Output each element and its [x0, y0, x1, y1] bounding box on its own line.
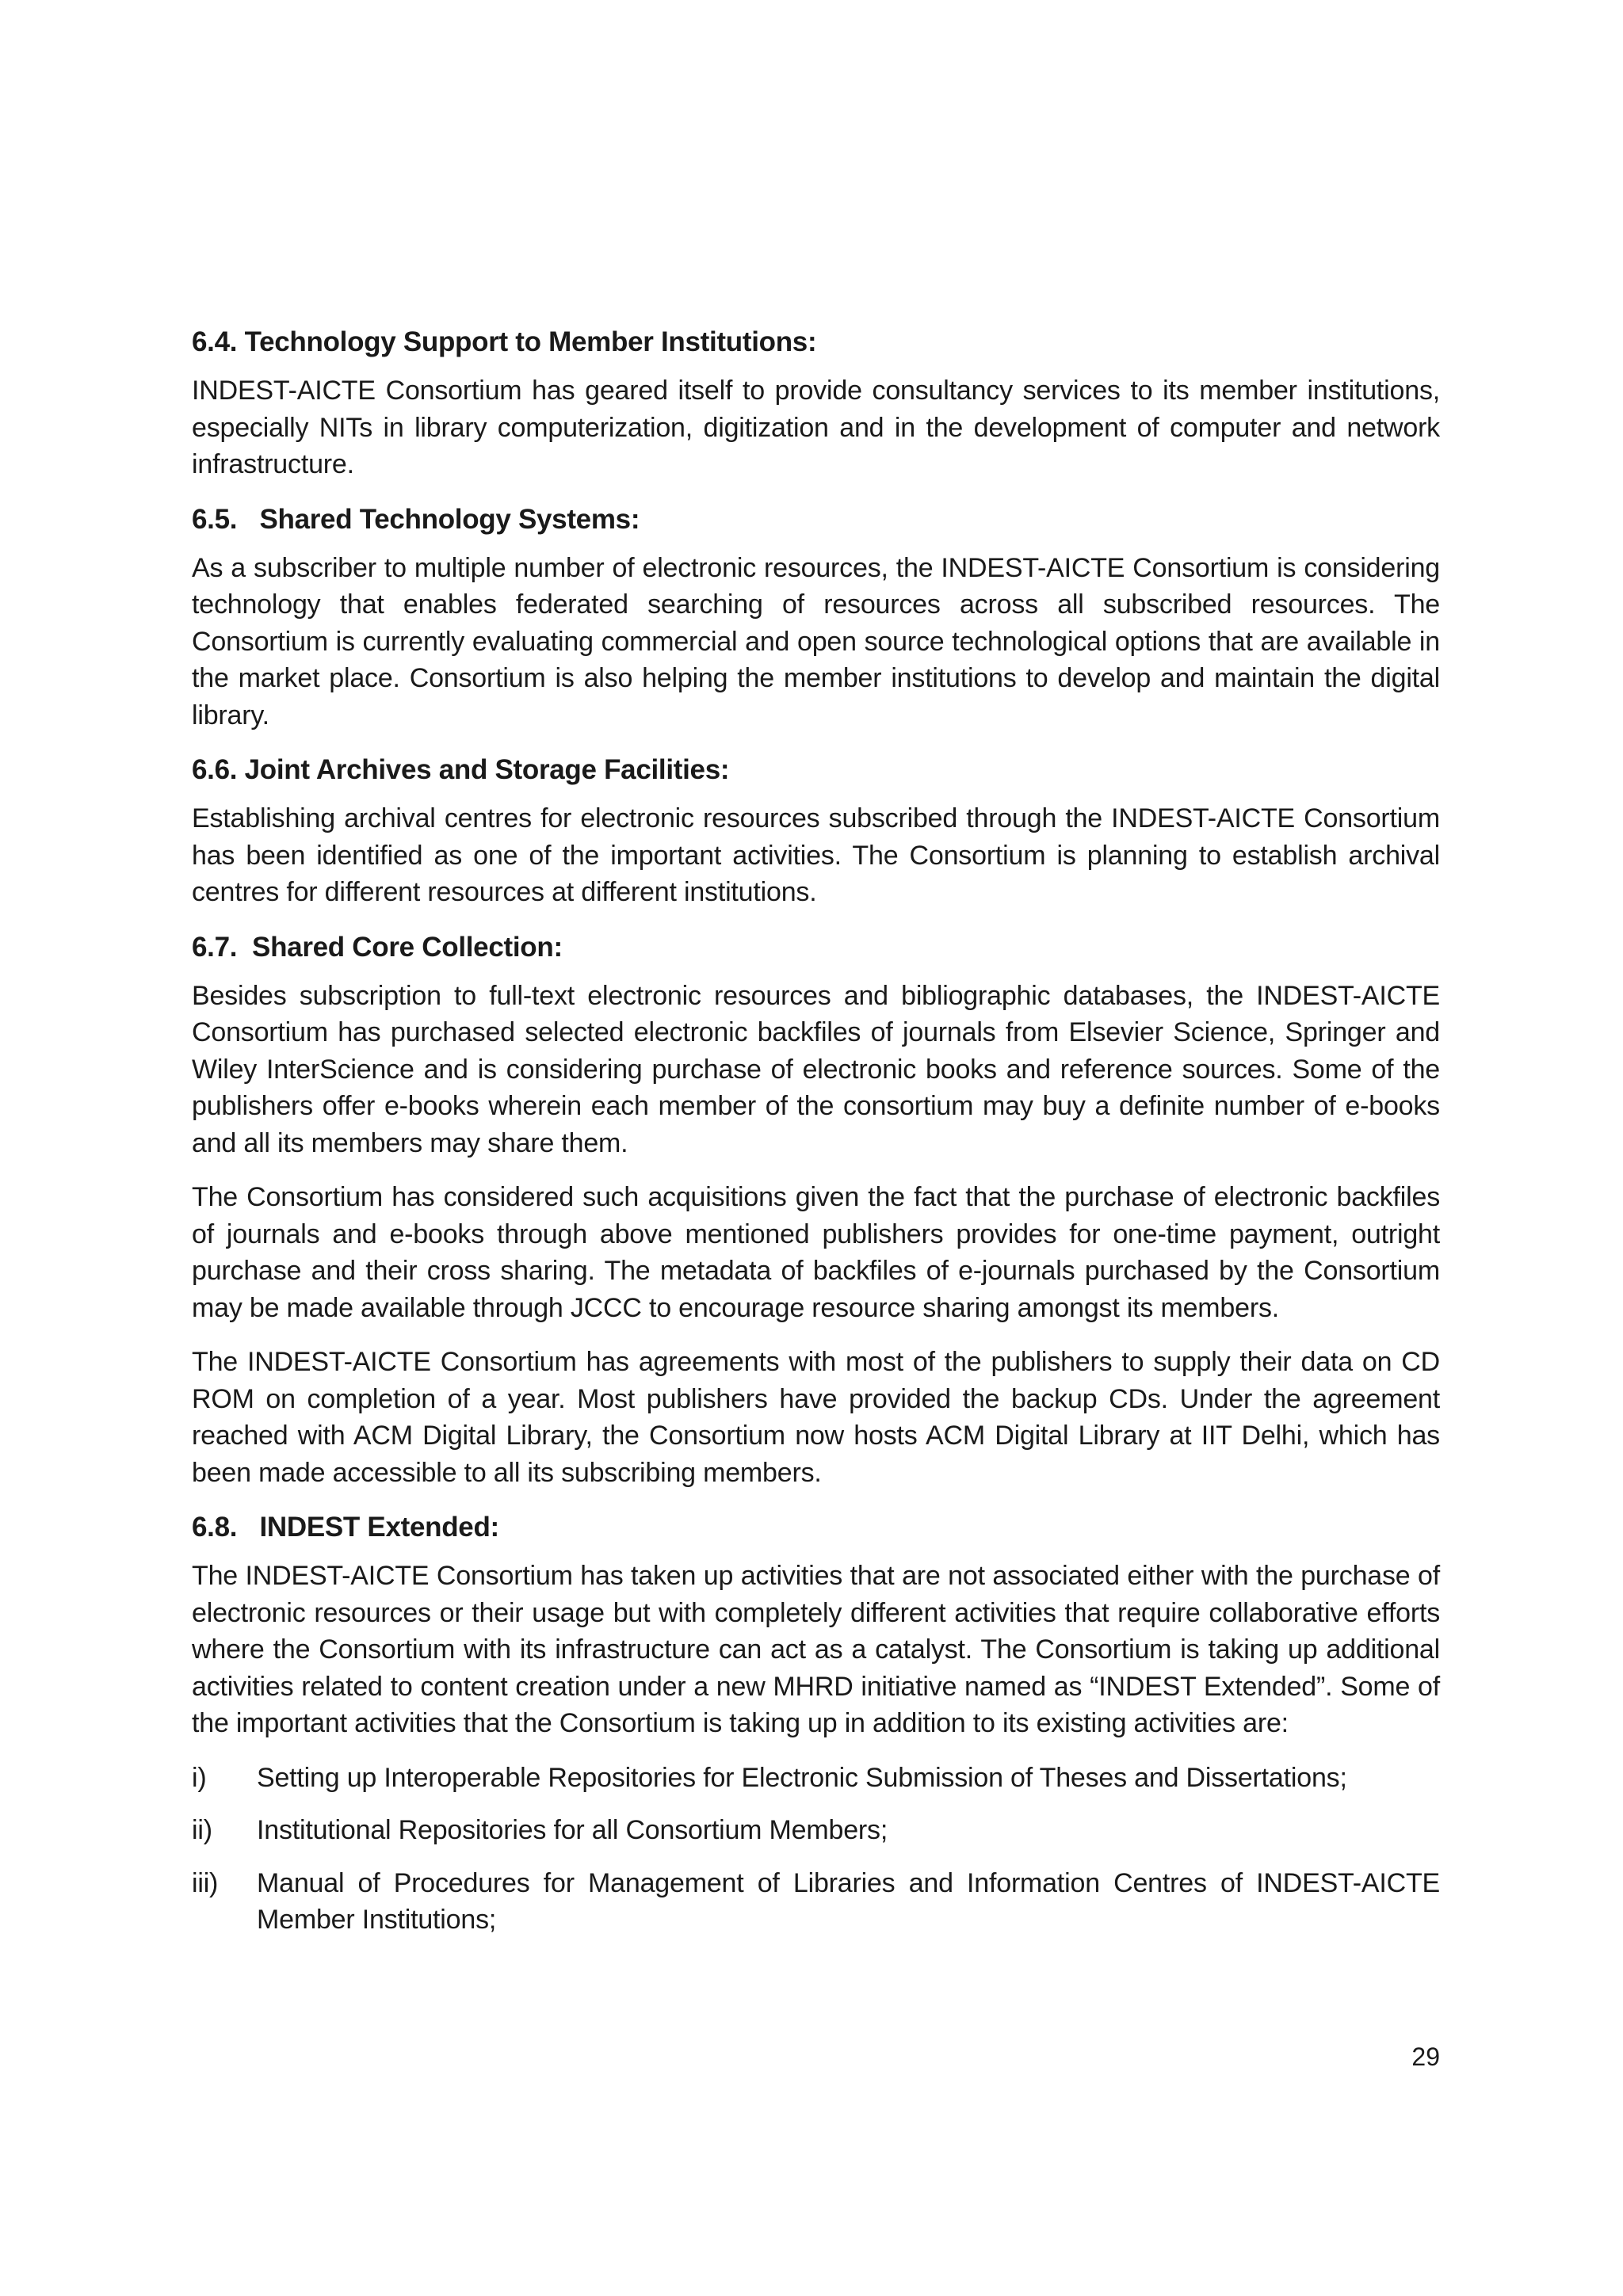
list-item — [192, 1812, 1440, 1849]
paragraph: INDEST-AICTE Consortium has geared itself to provide consultancy services to its member institutions, especially NITs in library computerization, digitization and in the development of computer and network infrastructure. — [192, 376, 1440, 479]
activities-list — [192, 1760, 1440, 1939]
list-item — [192, 1865, 1440, 1939]
section-heading: 6.8. INDEST Extended: — [192, 1512, 499, 1543]
section-heading: 6.4. Technology Support to Member Institutions: — [192, 326, 817, 357]
section-6-6 — [192, 751, 1440, 911]
section-heading: 6.7. Shared Core Collection: — [192, 931, 563, 963]
paragraph: The Consortium has considered such acquisitions given the fact that the purchase of electronic backfiles of journals and e-books through above mentioned publishers provides for one-time payment, outright purchase and their cross sharing. The metadata of backfiles of e-journals purchased by the Consortium may be made available through JCCC to encourage resource sharing amongst its members. — [192, 1182, 1440, 1323]
list-item-text: Setting up Interoperable Repositories for Electronic Submission of Theses and Dissertations; — [257, 1762, 1347, 1793]
section-6-4 — [192, 323, 1440, 483]
paragraph: Establishing archival centres for electronic resources subscribed through the INDEST-AICTE Consortium has been identified as one of the important activities. The Consortium is planning to establish archival centres for different resources at different institutions. — [192, 803, 1440, 907]
list-marker: ii) — [192, 1815, 212, 1845]
list-marker: iii) — [192, 1867, 219, 1898]
list-marker: i) — [192, 1762, 207, 1793]
paragraph: Besides subscription to full-text electronic resources and bibliographic databases, the INDEST-AICTE Consortium has purchased selected electronic backfiles of journals from Elsevier Science, Springer and Wiley InterScience and is considering purchase of electronic books and reference sources. Some of the publishers offer e-books wherein each member of the consortium may buy a definite number of e-books and all its members may share them. — [192, 980, 1440, 1158]
section-heading: 6.6. Joint Archives and Storage Facilities: — [192, 754, 730, 785]
list-item-text: Manual of Procedures for Management of Libraries and Information Centres of INDEST-AICTE Member Institutions; — [257, 1867, 1440, 1935]
section-6-5 — [192, 501, 1440, 734]
list-item-text: Institutional Repositories for all Consortium Members; — [257, 1815, 888, 1845]
paragraph: The INDEST-AICTE Consortium has agreements with most of the publishers to supply their data on CD ROM on completion of a year. Most publishers have provided the backup CDs. Under the agreement reached with ACM Digital Library, the Consortium now hosts ACM Digital Library at IIT Delhi, which has been made accessible to all its subscribing members. — [192, 1347, 1440, 1488]
section-heading: 6.5. Shared Technology Systems: — [192, 503, 640, 535]
page-number: 29 — [1411, 2042, 1440, 2071]
paragraph: The INDEST-AICTE Consortium has taken up activities that are not associated either with the purchase of electronic resources or their usage but with completely different activities that require collaborative efforts where the Consortium with its infrastructure can act as a catalyst. The Consortium is taking up additional activities related to content creation under a new MHRD initiative named as “INDEST Extended”. Some of the important activities that the Consortium is taking up in addition to its existing activities are: — [192, 1561, 1440, 1738]
list-item — [192, 1760, 1440, 1797]
section-6-7 — [192, 929, 1440, 1492]
paragraph: As a subscriber to multiple number of electronic resources, the INDEST-AICTE Consortium is considering technology that enables federated searching of resources across all subscribed resources. The Consortium is currently evaluating commercial and open source technological options that are available in the market place. Consortium is also helping the member institutions to develop and maintain the digital library. — [192, 552, 1440, 730]
document-page — [192, 323, 1440, 1955]
section-6-8 — [192, 1508, 1440, 1939]
